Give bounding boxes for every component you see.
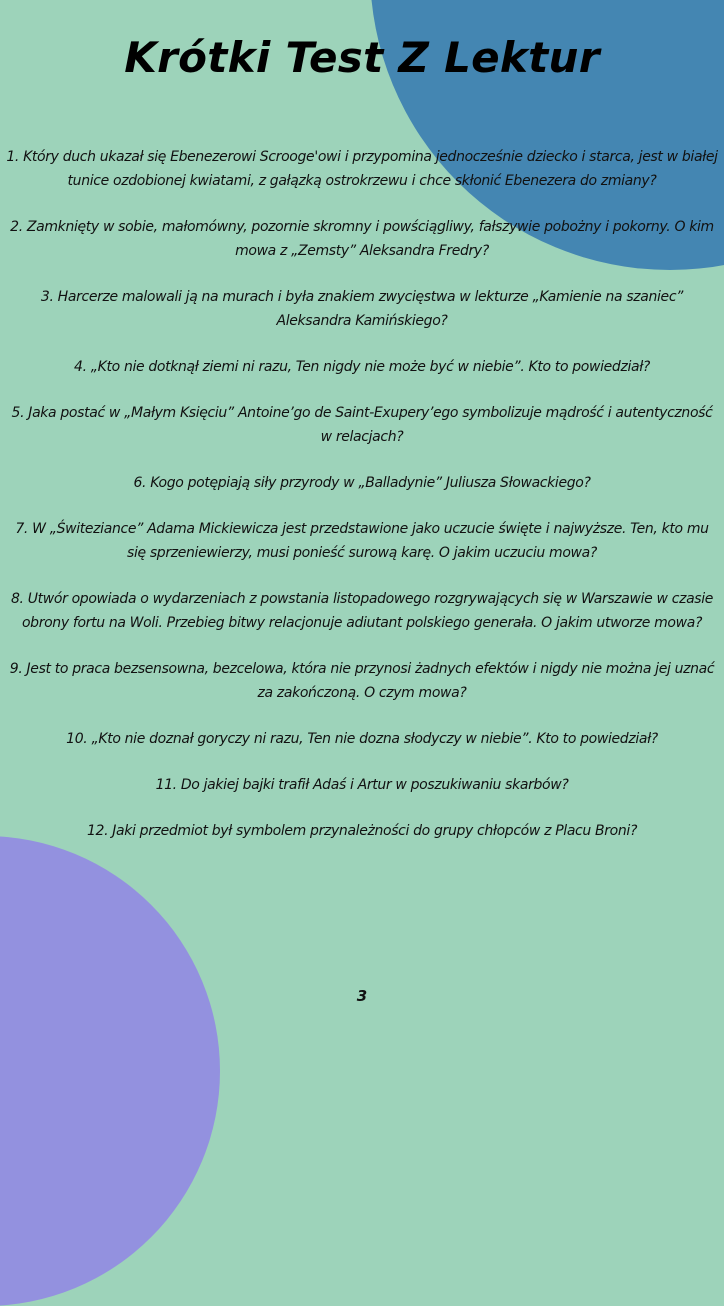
question-item: 12. Jaki przedmiot był symbolem przynależności do grupy chłopców z Placu Broni? xyxy=(86,823,638,839)
question-item: 3. Harcerze malowali ją na murach i była znakiem zwycięstwa w lekturze „Kamienie na szaniec” Aleksandra Kamińskiego? xyxy=(40,289,684,329)
question-item: 2. Zamknięty w sobie, małomówny, pozornie skromny i powściągliwy, fałszywie pobożny i pokorny. O kim mowa z „Zemsty” Aleksandra Fredry? xyxy=(10,219,714,259)
question-item: 1. Który duch ukazał się Ebenezerowi Scrooge'owi i przypomina jednocześnie dziecko i starca, jest w białej tunice ozdobionej kwiatami, z gałązką ostrokrzewu i chce skłonić Ebenezera do zmiany? xyxy=(6,149,718,189)
question-item: 11. Do jakiej bajki trafił Adaś i Artur w poszukiwaniu skarbów? xyxy=(155,777,569,793)
question-item: 10. „Kto nie doznał goryczy ni razu, Ten nie dozna słodyczy w niebie”. Kto to powiedział? xyxy=(66,731,658,747)
question-item: 4. „Kto nie dotknął ziemi ni razu, Ten nigdy nie może być w niebie”. Kto to powiedział? xyxy=(74,359,650,375)
question-item: 5. Jaka postać w „Małym Księciu” Antoine’go de Saint-Exupery’ego symbolizuje mądrość i autentyczność w relacjach? xyxy=(11,405,713,445)
page-title: Krótki Test Z Lektur xyxy=(124,33,600,82)
question-item: 9. Jest to praca bezsensowna, bezcelowa, która nie przynosi żadnych efektów i nigdy nie można jej uznać za zakończoną. O czym mowa? xyxy=(9,661,715,701)
decorative-circle-bottom-left xyxy=(0,836,220,1306)
question-item: 7. W „Świteziance” Adama Mickiewicza jest przedstawione jako uczucie święte i najwyższe. Ten, kto mu się sprzeniewierzy, musi ponieść surową karę. O jakim uczuciu mowa? xyxy=(15,521,709,561)
question-item: 8. Utwór opowiada o wydarzeniach z powstania listopadowego rozgrywających się w Warszawie w czasie obrony fortu na Woli. Przebieg bitwy relacjonuje adiutant polskiego generała. O jakim utworze mowa? xyxy=(10,591,714,631)
page-number: 3 xyxy=(356,987,368,1005)
question-item: 6. Kogo potępiają siły przyrody w „Balladynie” Juliusza Słowackiego? xyxy=(133,475,591,491)
question-list xyxy=(0,145,724,865)
